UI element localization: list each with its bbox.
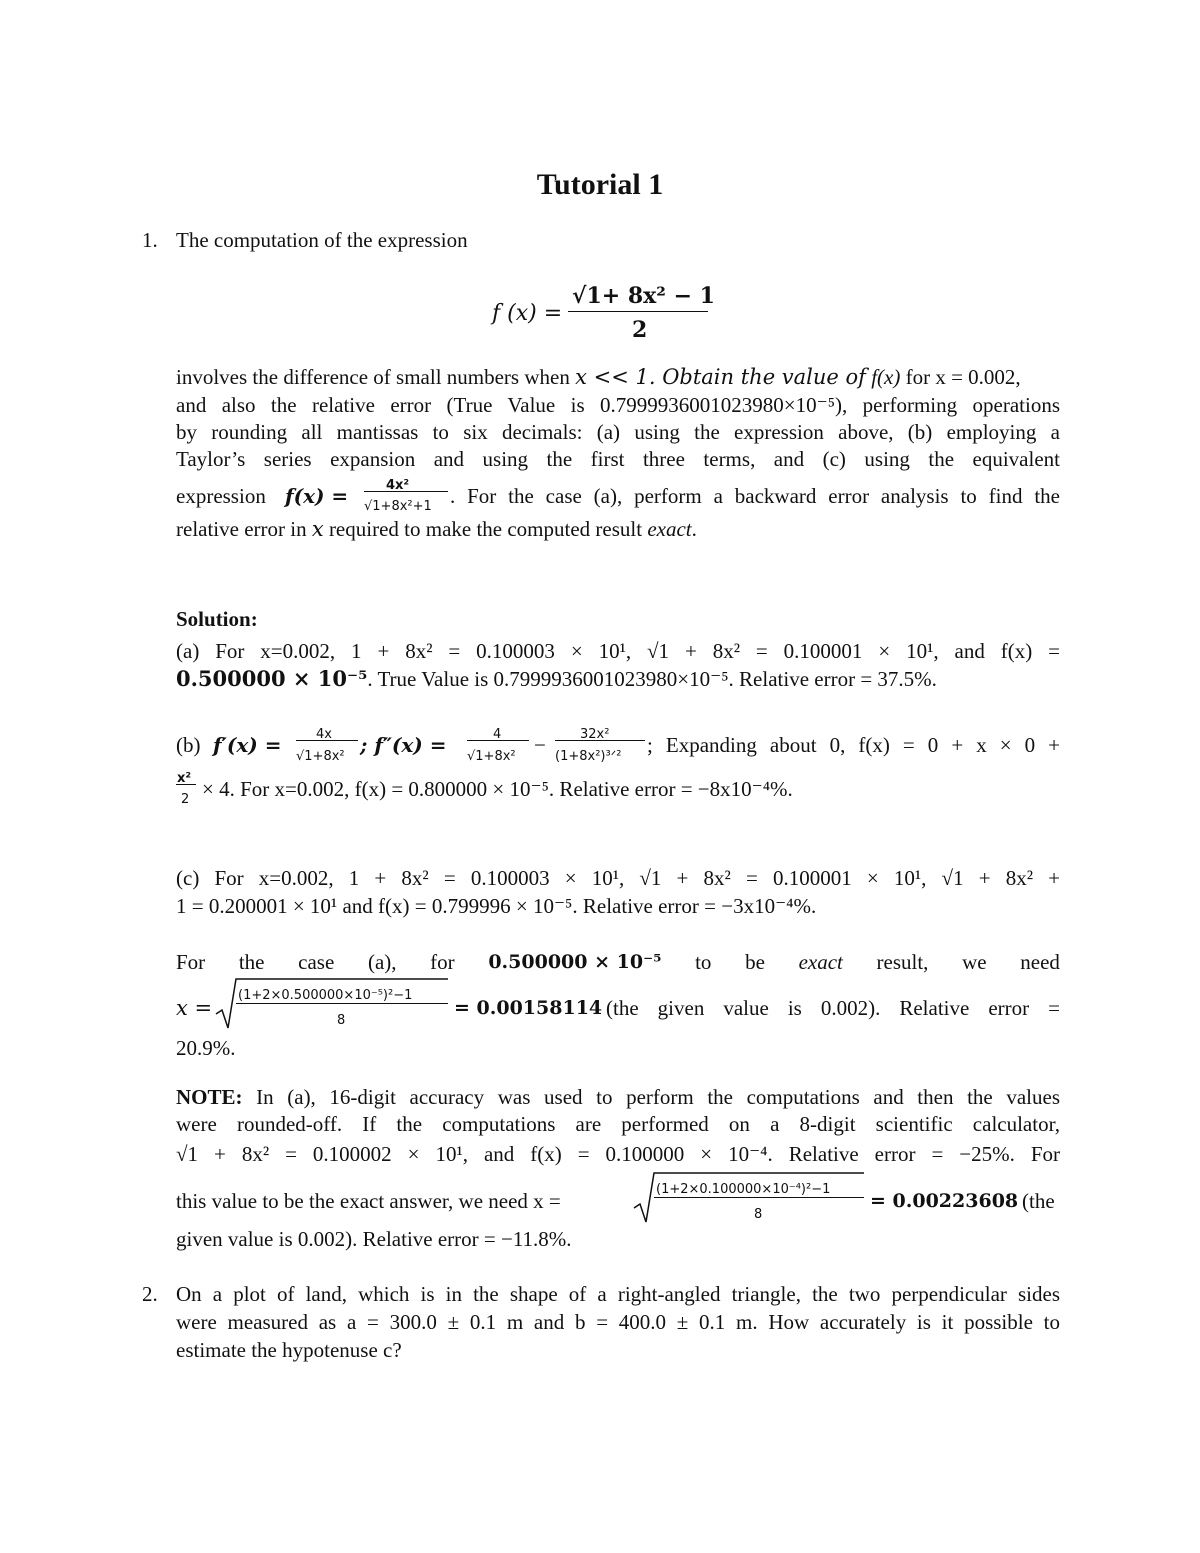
question-1-intro: The computation of the expression bbox=[176, 228, 468, 252]
solution-b-minus: − bbox=[534, 733, 546, 757]
back-root-bar bbox=[236, 1003, 448, 1004]
line5-formula-denominator: √1+8x²+1 bbox=[364, 499, 432, 514]
solution-b-fpp-num2: 32x² bbox=[580, 727, 610, 742]
note-root-denominator: 8 bbox=[754, 1207, 763, 1222]
line6-part-a: relative error in bbox=[176, 517, 307, 541]
note-line-2: were rounded-off. If the computations are performed on a 8-digit scientific calculator, bbox=[176, 1112, 1060, 1136]
solution-b-fpp-num1: 4 bbox=[493, 727, 502, 742]
solution-b-fpp-bar2 bbox=[555, 740, 645, 741]
back-tail: (the given value is 0.002). Relative error = bbox=[606, 996, 1060, 1020]
solution-b-frac-den: 2 bbox=[181, 792, 190, 807]
question-1-line-1 bbox=[176, 363, 1021, 391]
back-word: For bbox=[176, 950, 206, 974]
back-word-exact: exact bbox=[798, 950, 843, 974]
solution-b-frac-num: x² bbox=[177, 771, 192, 786]
line1-part-c: f(x) bbox=[871, 365, 901, 389]
back-word: we bbox=[962, 950, 987, 974]
question-1-line-6 bbox=[176, 515, 697, 543]
line1-part-d: for x = 0.002, bbox=[905, 365, 1021, 389]
solution-a-line-2 bbox=[176, 665, 937, 693]
question-1-number: 1. bbox=[142, 228, 158, 252]
solution-a-rest: . True Value is 0.7999936001023980×10⁻⁵. Relative error = 37.5%. bbox=[367, 667, 937, 691]
solution-b-fprime-bar bbox=[296, 740, 358, 741]
solution-b-line-2: × 4. For x=0.002, f(x) = 0.800000 × 10⁻⁵. Relative error = −8x10⁻⁴%. bbox=[202, 777, 793, 801]
note-line-4-a: this value to be the exact answer, we need x = bbox=[176, 1189, 561, 1213]
solution-b-fdoubleprime: ; f″(x) = bbox=[360, 733, 447, 757]
question-1-line-2: and also the relative error (True Value is 0.7999936001023980×10⁻⁵), performing operations bbox=[176, 393, 1060, 417]
note-line-3: √1 + 8x² = 0.100002 × 10¹, and f(x) = 0.100000 × 10⁻⁴. Relative error = −25%. For bbox=[176, 1142, 1060, 1166]
solution-a-bold-value: 0.500000 × 10⁻⁵ bbox=[176, 666, 368, 691]
back-x-eq: x = bbox=[176, 996, 213, 1020]
line6-part-c: required to make the computed result bbox=[328, 517, 643, 541]
back-word: be bbox=[745, 950, 765, 974]
line5-part-b: . For the case (a), perform a backward error analysis to find the bbox=[450, 484, 1060, 508]
back-word: to bbox=[695, 950, 712, 974]
solution-heading: Solution: bbox=[176, 607, 258, 631]
question-2-line-1: On a plot of land, which is in the shape of a right-angled triangle, the two perpendicular sides bbox=[176, 1282, 1060, 1306]
back-word: for bbox=[430, 950, 455, 974]
formula-fraction-bar bbox=[568, 311, 708, 312]
solution-c-line-2: 1 = 0.200001 × 10¹ and f(x) = 0.799996 × 10⁻⁵. Relative error = −3x10⁻⁴%. bbox=[176, 894, 817, 918]
note-line-1 bbox=[176, 1083, 1060, 1111]
question-2-line-3: estimate the hypotenuse c? bbox=[176, 1338, 402, 1362]
line6-part-b: x bbox=[311, 517, 324, 541]
line5-formula-numerator: 4x² bbox=[386, 478, 410, 493]
note-line-1-text: In (a), 16-digit accuracy was used to perform the computations and then the values bbox=[256, 1085, 1061, 1109]
solution-b-fprime-num: 4x bbox=[316, 727, 332, 742]
back-result: = 0.00158114 bbox=[454, 997, 603, 1019]
note-root-bar bbox=[654, 1197, 864, 1198]
back-word: case bbox=[298, 950, 335, 974]
line5-part-a: expression bbox=[176, 484, 266, 508]
back-word: the bbox=[238, 950, 265, 974]
solution-b-fpp-bar1 bbox=[467, 740, 529, 741]
page-title: Tutorial 1 bbox=[536, 168, 664, 201]
back-root-numerator: (1+2×0.500000×10⁻⁵)²−1 bbox=[238, 988, 413, 1003]
line5-fraction-bar bbox=[364, 491, 448, 492]
solution-b-fpp-den1: √1+8x² bbox=[467, 749, 516, 764]
solution-b-fprime: f′(x) = bbox=[213, 733, 282, 757]
question-2-line-2: were measured as a = 300.0 ± 0.1 m and b = 400.0 ± 0.1 m. How accurately is it possible to bbox=[176, 1310, 1060, 1334]
formula-numerator: √1+ 8x² − 1 bbox=[572, 283, 715, 309]
back-word: (a), bbox=[367, 950, 397, 974]
back-analysis-line-1 bbox=[176, 948, 1060, 976]
back-word: need bbox=[1020, 950, 1060, 974]
question-1-line-4: Taylor’s series expansion and using the first three terms, and (c) using the equivalent bbox=[176, 447, 1060, 471]
solution-b-fprime-den: √1+8x² bbox=[296, 749, 345, 764]
back-word-value: 0.500000 × 10⁻⁵ bbox=[488, 951, 662, 973]
back-root-denominator: 8 bbox=[337, 1013, 346, 1028]
solution-b-expand: ; Expanding about 0, f(x) = 0 + x × 0 + bbox=[647, 733, 1060, 757]
line6-part-e: . bbox=[691, 517, 697, 541]
note-line-5: given value is 0.002). Relative error = −11.8%. bbox=[176, 1227, 572, 1251]
back-word: result, bbox=[876, 950, 929, 974]
line6-part-d: exact bbox=[647, 517, 692, 541]
formula-lhs: f (x) = bbox=[492, 301, 563, 326]
solution-b-fpp-den2: (1+8x²)³ᐟ² bbox=[555, 749, 622, 764]
line1-part-b: x << 1. Obtain the value of bbox=[575, 365, 866, 389]
solution-b-label: (b) bbox=[176, 733, 201, 757]
solution-b-frac-bar bbox=[176, 784, 196, 785]
solution-c-line-1: (c) For x=0.002, 1 + 8x² = 0.100003 × 10¹, √1 + 8x² = 0.100001 × 10¹, √1 + 8x² + bbox=[176, 866, 1060, 890]
line1-part-a: involves the difference of small numbers when bbox=[176, 365, 570, 389]
back-line-3: 20.9%. bbox=[176, 1036, 236, 1060]
solution-a-line-1: (a) For x=0.002, 1 + 8x² = 0.100003 × 10¹, √1 + 8x² = 0.100001 × 10¹, and f(x) = bbox=[176, 639, 1060, 663]
note-result: = 0.00223608 bbox=[870, 1190, 1019, 1212]
question-2-number: 2. bbox=[142, 1282, 158, 1306]
formula-denominator: 2 bbox=[632, 317, 648, 343]
note-root-numerator: (1+2×0.100000×10⁻⁴)²−1 bbox=[656, 1182, 831, 1197]
note-label: NOTE: bbox=[176, 1085, 243, 1109]
note-line-4-b: (the bbox=[1022, 1189, 1055, 1213]
line5-formula-lhs: f(x) = bbox=[285, 484, 349, 508]
question-1-line-3: by rounding all mantissas to six decimals: (a) using the expression above, (b) employing a bbox=[176, 420, 1060, 444]
